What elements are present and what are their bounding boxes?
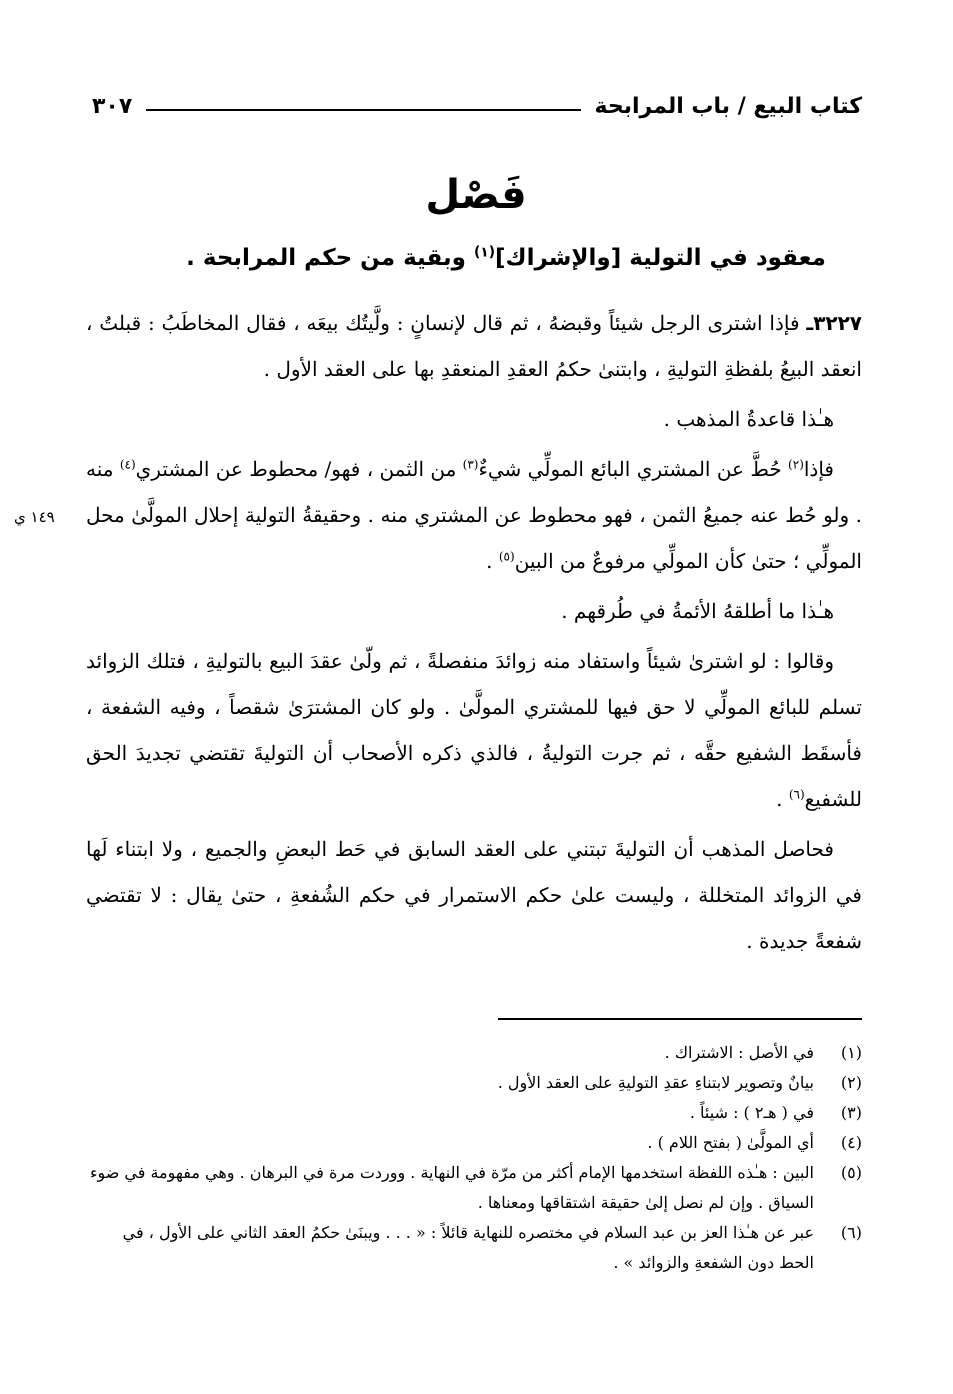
paragraph-text: منه . ولو حُط عنه جميعُ الثمن ، فهو محطوط عن المشتري منه . وحقيقةُ التولية إحلال المولَّىٰ محل المولِّي ؛ حتىٰ كأن المولِّي مرفوعٌ من البين [85, 457, 862, 573]
paragraph-text: هـٰذا ما أطلقهُ الأئمةُ في طُرقهم . [561, 599, 834, 623]
footnote-separator [498, 1018, 862, 1020]
footnote-number: (٢) [840, 1073, 862, 1092]
running-head-rule [146, 109, 580, 111]
footnote-text: عبر عن هـٰذا العز بن عبد السلام في مختصره للنهاية قائلاً : « . . . ويبنَىٰ حكمُ العقد الثاني على الأول ، في الحط دون الشفعةِ والزوائد » . [122, 1223, 814, 1272]
paragraph-conclusion [86, 826, 862, 964]
paragraph-text: . [776, 787, 789, 811]
footnote-number: (٥) [840, 1163, 862, 1182]
paragraph-text: . [486, 549, 499, 573]
footnote-marker-6: (٦) [788, 787, 805, 802]
paragraph-text: فإذا اشترى الرجل شيئاً وقبضهُ ، ثم قال لإنسانٍ : ولَّيتُك بيعَه ، فقال المخاطَبُ : قبلتُ ، انعقد البيعُ بلفظةِ التوليةِ ، وابتنىٰ حكمُ العقدِ المنعقدِ بها على العقد الأول . [86, 311, 862, 381]
paragraph-issue-3227 [86, 300, 862, 392]
footnote-item [86, 1098, 862, 1128]
paragraph-text: فإذا [803, 457, 834, 481]
paragraph-text: هـٰذا قاعدةُ المذهب . [663, 407, 834, 431]
footnote-marker-5: (٥) [498, 549, 515, 564]
footnote-item [86, 1218, 862, 1278]
paragraph-rule [86, 396, 862, 442]
paragraph-text: وقالوا : لو اشترىٰ شيئاً واستفاد منه زوائدَ منفصلةً ، ثم ولّىٰ عقدَ البيع بالتوليةِ ، فتلك الزوائد تسلم للبائع المولِّي لا حق فيها للمشتري المولَّىٰ . ولو كان المشترَىٰ شقصاً ، وفيه الشفعة ، فأسقَط الشفيع حقَّه ، ثم جرت التوليةُ ، فالذي ذكره الأصحاب أن التوليةَ تقتضي تجديدَ الحق للشفيع [86, 649, 862, 811]
page-number: ٣٠٧ [92, 93, 133, 119]
paragraph-text: فحاصل المذهب أن التوليةَ تبتني على العقد السابق في حَط البعضِ والجميع ، ولا ابتناء لَها في الزوائد المتخللة ، وليست علىٰ حكم الاستمرار في حكم الشُفعةِ ، حتىٰ يقال : لا تقتضي شفعةً جديدة . [86, 837, 862, 953]
footnote-item [86, 1158, 862, 1218]
footnote-text: أي المولَّىٰ ( بفتح اللام ) . [647, 1133, 814, 1152]
footnotes [86, 1038, 862, 1278]
body-text [86, 300, 862, 968]
footnote-marker-4: (٤) [119, 457, 136, 472]
paragraph-deduction [86, 446, 862, 584]
running-head-title: كتاب البيع / باب المرابحة [594, 93, 862, 119]
footnote-item [86, 1128, 862, 1158]
footnote-marker-2: (٢) [788, 457, 804, 472]
footnote-item [86, 1068, 862, 1098]
footnote-item [86, 1038, 862, 1068]
heading-text-end: وبقية من حكم المرابحة . [186, 245, 474, 271]
footnote-number: (٤) [840, 1133, 862, 1152]
paragraph-text: حُطَّ عن المشتري البائع المولِّي شيءٌ [478, 457, 789, 481]
issue-number: ٣٢٢٧ـ [806, 311, 863, 335]
footnote-marker-1: (١) [473, 244, 495, 261]
footnote-number: (٦) [840, 1223, 862, 1242]
section-heading [150, 238, 862, 278]
footnote-text: في ( هـ٢ ) : شيئاً . [689, 1103, 814, 1122]
paragraph-imams [86, 588, 862, 634]
footnote-text: البين : هـٰذه اللفظة استخدمها الإمام أكثر من مرّة في النهاية . ووردت مرة في البرهان . وهي مفهومة في ضوء السياق . وإن لم نصل إلىٰ حقيقة اشتقاقها ومعناها . [89, 1163, 814, 1212]
heading-text-start: معقود في التولية [والإشراك] [495, 245, 826, 271]
paragraph-additions [86, 638, 862, 822]
margin-folio-note: ١٤٩ ي [14, 508, 55, 526]
paragraph-text: من الثمن ، فهو/ محطوط عن المشتري [135, 457, 463, 481]
footnote-marker-3: (٣) [462, 457, 479, 472]
footnote-number: (١) [840, 1043, 862, 1062]
running-head [92, 86, 862, 126]
section-ornament: فَصْل [425, 172, 527, 218]
footnote-text: في الأصل : الاشتراك . [664, 1043, 814, 1062]
footnote-text: بيانٌ وتصوير لابتناءِ عقدِ التوليةِ على العقد الأول . [497, 1073, 814, 1092]
footnote-number: (٣) [840, 1103, 862, 1122]
